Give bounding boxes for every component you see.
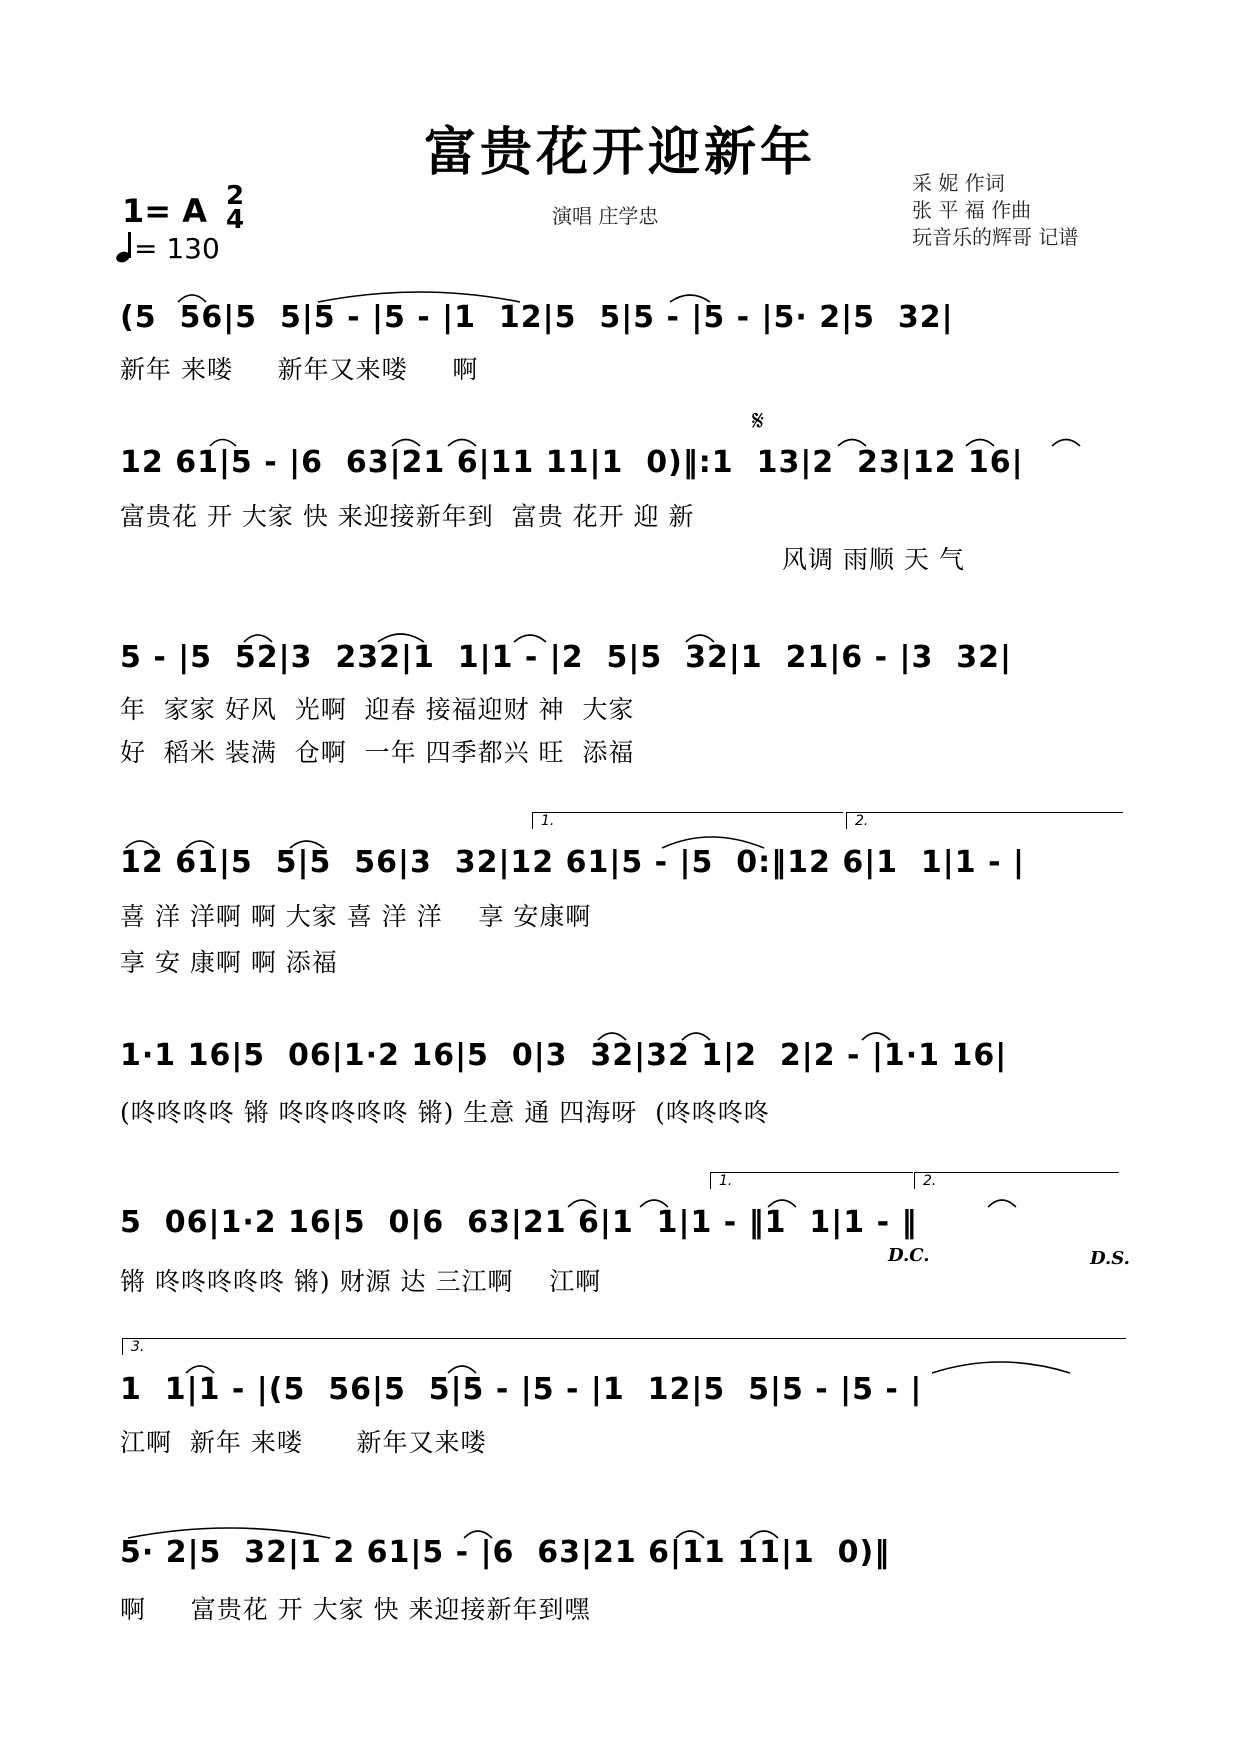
volta-3: 3. xyxy=(122,1338,1126,1355)
volta-1b: 1. xyxy=(710,1172,913,1189)
quarter-note-icon xyxy=(116,232,134,262)
song-title: 富贵花开迎新年 xyxy=(423,122,816,183)
time-signature xyxy=(220,181,250,235)
lyrics-verse-1: 富贵花 开 大家 快 来迎接新年到 富贵 花开 迎 新 xyxy=(120,502,695,531)
composer-credit: 张 平 福 作曲 xyxy=(912,198,1032,222)
volta-2b: 2. xyxy=(914,1172,1119,1189)
lyrics-line-4b xyxy=(120,943,1120,979)
lyricist-credit: 采 妮 作词 xyxy=(912,171,1005,195)
segno-sign: 𝄋 xyxy=(752,404,765,437)
lyrics-line-7 xyxy=(120,1423,1120,1459)
lyrics-verse-2: 好 稻米 装满 仓啊 一年 四季都兴 旺 添福 xyxy=(120,738,635,767)
notation-line: 5 - |5 52|3 232|1 1|1 - |2 5|5 32|1 21|6 - |3 32| xyxy=(120,640,1012,675)
dc-mark: D.C. xyxy=(888,1245,930,1266)
credits xyxy=(912,170,1078,251)
notation-line: 5 06|1·2 16|5 0|6 63|21 6|1 1|1 - ‖1 1|1 - ‖ xyxy=(120,1205,918,1240)
notation-line: 12 61|5 - |6 63|21 6|11 11|1 0)‖:1 13|2 23|12 16| xyxy=(120,445,1024,480)
tempo-marking xyxy=(116,232,220,265)
lyrics-verse-1: 锵 咚咚咚咚咚 锵) 财源 达 三江啊 江啊 xyxy=(120,1267,602,1296)
staff-line-3 xyxy=(120,640,1120,675)
transcriber-credit: 玩音乐的辉哥 记谱 xyxy=(912,225,1079,249)
lyrics-line-6 xyxy=(120,1262,1120,1298)
lyrics-line-1 xyxy=(120,350,1120,386)
staff-line-7 xyxy=(120,1372,1120,1407)
staff-line-5 xyxy=(120,1038,1120,1073)
lyrics-verse-1: 新年 来喽 新年又来喽 啊 xyxy=(120,355,479,384)
lyrics-line-2 xyxy=(120,497,1120,533)
lyrics-line-3 xyxy=(120,690,1120,726)
staff-line-4 xyxy=(120,845,1120,880)
staff-line-1 xyxy=(120,300,1120,335)
time-signature-top: 2 xyxy=(225,181,245,211)
singer-credit: 演唱 庄学忠 xyxy=(552,204,659,228)
notation-line: 1 1|1 - |(5 56|5 5|5 - |5 - |1 12|5 5|5 - |5 - | xyxy=(120,1372,923,1407)
lyrics-verse-1: (咚咚咚咚 锵 咚咚咚咚咚 锵) 生意 通 四海呀 (咚咚咚咚 xyxy=(120,1098,770,1127)
lyrics-line-8 xyxy=(120,1590,1120,1626)
notation-line: 12 61|5 5|5 56|3 32|12 61|5 - |5 0:‖12 6|1 1|1 - | xyxy=(120,845,1025,880)
lyrics-verse-2: 风调 雨顺 天 气 xyxy=(782,545,965,574)
lyrics-verse-1: 年 家家 好风 光啊 迎春 接福迎财 神 大家 xyxy=(120,695,635,724)
time-signature-bottom: 4 xyxy=(225,205,245,235)
lyrics-line-2b xyxy=(782,540,1122,576)
ds-mark: D.S. xyxy=(1090,1248,1130,1269)
key-signature: 1= A xyxy=(122,192,207,230)
lyrics-line-4 xyxy=(120,897,1120,933)
lyrics-verse-2: 享 安 康啊 啊 添福 xyxy=(120,948,338,977)
staff-line-6 xyxy=(120,1205,1120,1240)
lyrics-verse-1: 喜 洋 洋啊 啊 大家 喜 洋 洋 享 安康啊 xyxy=(120,902,592,931)
lyrics-verse-1: 啊 富贵花 开 大家 快 来迎接新年到嘿 xyxy=(120,1595,591,1624)
staff-line-8 xyxy=(120,1535,1120,1570)
notation-line: 5· 2|5 32|1 2 61|5 - |6 63|21 6|11 11|1 0)‖ xyxy=(120,1535,891,1570)
notation-line: 1·1 16|5 06|1·2 16|5 0|3 32|32 1|2 2|2 - |1·1 16| xyxy=(120,1038,1008,1073)
lyrics-line-5 xyxy=(120,1093,1120,1129)
lyrics-verse-1: 江啊 新年 来喽 新年又来喽 xyxy=(120,1428,487,1457)
notation-line: (5 56|5 5|5 - |5 - |1 12|5 5|5 - |5 - |5· 2|5 32| xyxy=(120,300,954,335)
volta-1: 1. xyxy=(532,812,843,829)
tempo-value: = 130 xyxy=(134,232,220,265)
staff-line-2 xyxy=(120,445,1120,480)
volta-2: 2. xyxy=(846,812,1123,829)
lyrics-line-3b xyxy=(120,733,1120,769)
